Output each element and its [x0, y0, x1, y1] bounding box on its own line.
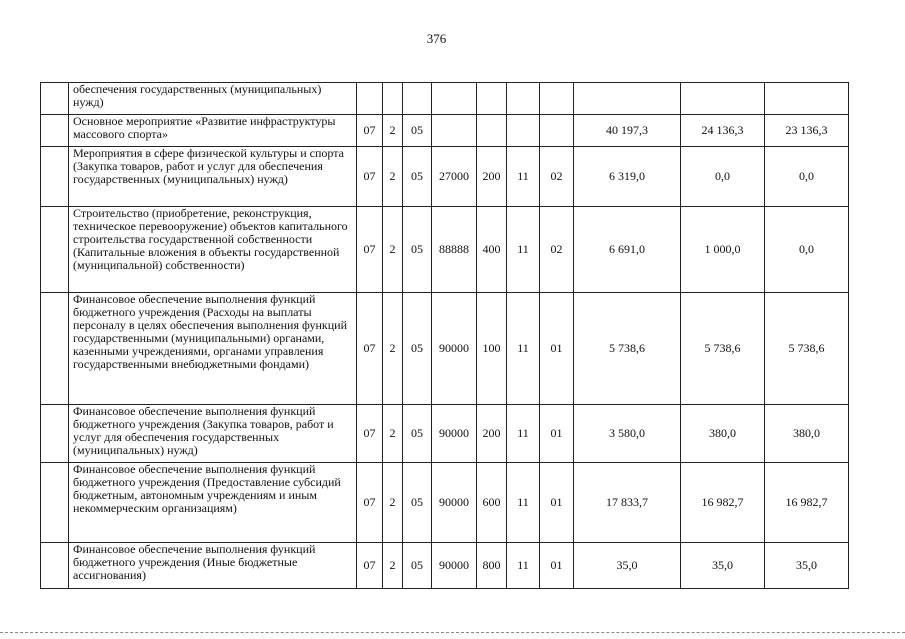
subprogram-code: 05	[403, 463, 432, 543]
expense-name: Финансовое обеспечение выполнения функций бюджетного учреждения (Закупка товаров, работ и услуг для обеспечения государственных (муниципальных) нужд)	[69, 405, 357, 463]
subchapter-code: 01	[540, 293, 574, 405]
amount-year-3: 380,0	[765, 405, 849, 463]
expense-name: Основное мероприятие «Развитие инфраструктуры массового спорта»	[69, 115, 357, 147]
amount-year-2: 380,0	[681, 405, 765, 463]
chapter-code: 11	[507, 463, 540, 543]
expense-name: Мероприятия в сфере физической культуры и спорта (Закупка товаров, работ и услуг для обеспечения государственных (муниципальных) нужд)	[69, 147, 357, 207]
direction-code	[432, 83, 477, 115]
chapter-code: 11	[507, 147, 540, 207]
chapter-code	[507, 115, 540, 147]
subchapter-code: 02	[540, 147, 574, 207]
amount-year-1: 5 738,6	[574, 293, 681, 405]
scan-edge-line	[0, 632, 905, 633]
table-row	[41, 83, 849, 115]
subprogram-code: 05	[403, 207, 432, 293]
direction-code	[432, 115, 477, 147]
section-code: 07	[357, 147, 383, 207]
amount-year-3: 35,0	[765, 543, 849, 589]
section-code: 07	[357, 543, 383, 589]
amount-year-2: 0,0	[681, 147, 765, 207]
subprogram-code: 05	[403, 147, 432, 207]
direction-code: 88888	[432, 207, 477, 293]
subprogram-code	[403, 83, 432, 115]
program-code: 2	[383, 405, 403, 463]
program-code: 2	[383, 543, 403, 589]
page-number: 376	[426, 31, 447, 46]
subprogram-code: 05	[403, 115, 432, 147]
subchapter-code: 01	[540, 405, 574, 463]
direction-code: 90000	[432, 293, 477, 405]
program-code	[383, 83, 403, 115]
row-marker-cell	[41, 293, 69, 405]
amount-year-2: 35,0	[681, 543, 765, 589]
row-marker-cell	[41, 543, 69, 589]
section-code: 07	[357, 293, 383, 405]
expense-type-code: 800	[477, 543, 507, 589]
program-code: 2	[383, 207, 403, 293]
expense-type-code	[477, 83, 507, 115]
chapter-code: 11	[507, 207, 540, 293]
subprogram-code: 05	[403, 543, 432, 589]
expense-type-code: 200	[477, 405, 507, 463]
direction-code: 90000	[432, 463, 477, 543]
amount-year-2	[681, 83, 765, 115]
program-code: 2	[383, 463, 403, 543]
row-marker-cell	[41, 115, 69, 147]
expense-name: обеспечения государственных (муниципальных) нужд)	[69, 83, 357, 115]
subchapter-code: 01	[540, 463, 574, 543]
expense-name: Финансовое обеспечение выполнения функций бюджетного учреждения (Иные бюджетные ассигнования)	[69, 543, 357, 589]
amount-year-3: 16 982,7	[765, 463, 849, 543]
direction-code: 90000	[432, 405, 477, 463]
amount-year-3: 0,0	[765, 207, 849, 293]
table-row	[41, 207, 849, 293]
amount-year-2: 24 136,3	[681, 115, 765, 147]
section-code: 07	[357, 463, 383, 543]
chapter-code	[507, 83, 540, 115]
expense-type-code: 200	[477, 147, 507, 207]
direction-code: 27000	[432, 147, 477, 207]
amount-year-1: 40 197,3	[574, 115, 681, 147]
amount-year-1: 3 580,0	[574, 405, 681, 463]
amount-year-2: 16 982,7	[681, 463, 765, 543]
expense-type-code: 600	[477, 463, 507, 543]
table-row	[41, 543, 849, 589]
amount-year-1: 6 319,0	[574, 147, 681, 207]
program-code: 2	[383, 147, 403, 207]
direction-code: 90000	[432, 543, 477, 589]
row-marker-cell	[41, 463, 69, 543]
table-row	[41, 405, 849, 463]
subchapter-code: 01	[540, 543, 574, 589]
amount-year-1	[574, 83, 681, 115]
amount-year-1: 17 833,7	[574, 463, 681, 543]
amount-year-2: 1 000,0	[681, 207, 765, 293]
expense-name: Строительство (приобретение, реконструкция, техническое перевооружение) объектов капитального строительства государственной собственности (Капитальные вложения в объекты государственной (муниципальной) собственности)	[69, 207, 357, 293]
expense-type-code	[477, 115, 507, 147]
subchapter-code: 02	[540, 207, 574, 293]
subchapter-code	[540, 83, 574, 115]
program-code: 2	[383, 115, 403, 147]
amount-year-3: 0,0	[765, 147, 849, 207]
row-marker-cell	[41, 147, 69, 207]
table-row	[41, 147, 849, 207]
chapter-code: 11	[507, 293, 540, 405]
row-marker-cell	[41, 405, 69, 463]
section-code: 07	[357, 115, 383, 147]
section-code	[357, 83, 383, 115]
amount-year-1: 6 691,0	[574, 207, 681, 293]
section-code: 07	[357, 207, 383, 293]
amount-year-3	[765, 83, 849, 115]
table-row	[41, 293, 849, 405]
amount-year-3: 23 136,3	[765, 115, 849, 147]
row-marker-cell	[41, 83, 69, 115]
amount-year-3: 5 738,6	[765, 293, 849, 405]
amount-year-2: 5 738,6	[681, 293, 765, 405]
expense-type-code: 400	[477, 207, 507, 293]
table-row	[41, 463, 849, 543]
budget-table	[40, 82, 849, 589]
expense-name: Финансовое обеспечение выполнения функций бюджетного учреждения (Расходы на выплаты персоналу в целях обеспечения выполнения функций государственными (муниципальными) органами, казенными учреждениями, органами управления государственными внебюджетными фондами)	[69, 293, 357, 405]
row-marker-cell	[41, 207, 69, 293]
chapter-code: 11	[507, 543, 540, 589]
chapter-code: 11	[507, 405, 540, 463]
subprogram-code: 05	[403, 405, 432, 463]
expense-name: Финансовое обеспечение выполнения функций бюджетного учреждения (Предоставление субсидий бюджетным, автономным учреждениям и иным некоммерческим организациям)	[69, 463, 357, 543]
table-row	[41, 115, 849, 147]
expense-type-code: 100	[477, 293, 507, 405]
subchapter-code	[540, 115, 574, 147]
amount-year-1: 35,0	[574, 543, 681, 589]
section-code: 07	[357, 405, 383, 463]
subprogram-code: 05	[403, 293, 432, 405]
program-code: 2	[383, 293, 403, 405]
